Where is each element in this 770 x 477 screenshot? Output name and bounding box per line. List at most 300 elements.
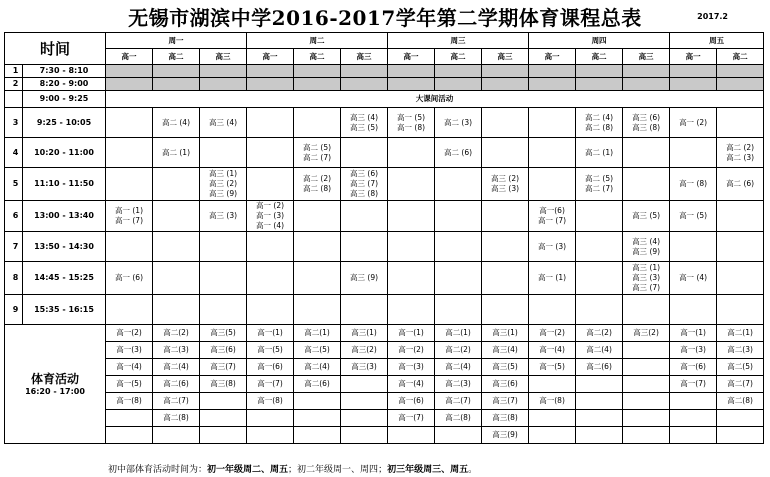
pe-activity-cell: 高一(8) [106,393,153,410]
schedule-cell [294,108,341,138]
schedule-cell [294,65,341,78]
pe-activity-cell: 高一(7) [388,410,435,427]
period-row [5,91,764,108]
schedule-cell [623,295,670,325]
class-entry: 高一 (1) [115,206,144,215]
period-number: 2 [5,78,23,91]
schedule-cell [435,168,482,201]
schedule-cell [529,201,576,232]
schedule-cell [482,78,529,91]
schedule-cell [247,78,294,91]
schedule-cell [106,138,153,168]
pe-activity-cell [200,393,247,410]
pe-activity-cell: 高一(1) [388,325,435,342]
class-entry: 高三 (2) [209,179,238,188]
schedule-cell [576,295,623,325]
schedule-cell [717,65,764,78]
schedule-cell [576,168,623,201]
pe-activity-cell: 高三(7) [482,393,529,410]
period-row [5,138,764,168]
class-entry: 高一 (4) [679,273,708,282]
class-entry: 高二 (7) [585,184,614,193]
schedule-cell [388,138,435,168]
schedule-cell [482,262,529,295]
period-row [5,168,764,201]
schedule-cell [153,232,200,262]
schedule-cell [529,65,576,78]
class-entry: 高二 (2) [726,142,755,152]
class-entry: 高三 (6) [350,169,379,178]
pe-activity-cell: 高二(4) [153,359,200,376]
class-entry: 高一 (2) [256,201,285,210]
schedule-cell [341,138,388,168]
pe-activity-cell: 高二(4) [576,342,623,359]
grade-header: 高一 [670,49,717,65]
pe-activity-row [5,359,764,376]
footer-grade9: 初三年级周三、周五 [387,465,469,475]
schedule-cell [106,168,153,201]
class-entry: 高二 (6) [444,147,473,157]
schedule-cell [670,108,717,138]
day-header: 周四 [529,33,670,49]
schedule-cell [529,168,576,201]
schedule-cell [153,108,200,138]
pe-activity-cell: 高一(7) [670,376,717,393]
pe-activity-cell [529,410,576,427]
pe-activity-cell [670,410,717,427]
schedule-cell [670,232,717,262]
class-entry: 高二 (1) [585,147,614,157]
schedule-table [4,32,764,444]
schedule-cell [717,138,764,168]
schedule-cell [717,168,764,201]
schedule-cell [294,138,341,168]
class-entry: 高一 (3) [538,241,567,251]
class-entry: 高三 (5) [350,122,379,132]
class-entry: 高二 (5) [303,142,332,152]
class-entry: 高二 (1) [162,147,191,157]
pe-activity-row [5,410,764,427]
class-entry: 高二 (5) [585,174,614,183]
schedule-cell [388,65,435,78]
schedule-cell [341,65,388,78]
day-header: 周五 [670,33,764,49]
schedule-cell [435,201,482,232]
footer-note [108,462,477,475]
pe-activity-cell [576,410,623,427]
pe-activity-cell [341,393,388,410]
schedule-cell [529,108,576,138]
period-number: 9 [5,295,23,325]
schedule-cell [623,168,670,201]
pe-activity-cell: 高二(2) [435,342,482,359]
pe-activity-cell: 高二(6) [294,376,341,393]
pe-activity-cell: 高一(5) [106,376,153,393]
class-entry: 高三 (9) [632,246,661,256]
schedule-cell [623,138,670,168]
schedule-cell [153,262,200,295]
schedule-cell [341,232,388,262]
pe-activity-row [5,325,764,342]
schedule-cell [200,201,247,232]
grade-header: 高一 [247,49,294,65]
schedule-cell [153,78,200,91]
class-entry: 高三 (3) [209,211,238,220]
schedule-cell [482,108,529,138]
grade-header: 高一 [106,49,153,65]
schedule-cell [623,78,670,91]
schedule-cell [576,138,623,168]
period-number: 8 [5,262,23,295]
period-number: 5 [5,168,23,201]
pe-activity-row [5,376,764,393]
schedule-cell [247,65,294,78]
schedule-cell [106,78,153,91]
class-entry: 高三 (3) [491,184,520,193]
schedule-cell [529,78,576,91]
schedule-cell [717,232,764,262]
pe-activity-cell: 高三(6) [482,376,529,393]
schedule-cell [717,262,764,295]
schedule-cell [247,201,294,232]
schedule-cell [106,295,153,325]
pe-activity-cell: 高二(6) [153,376,200,393]
schedule-cell [623,201,670,232]
class-entry: 高一 (1) [538,273,567,282]
pe-activity-cell: 高二(7) [435,393,482,410]
pe-activity-cell: 高一(8) [529,393,576,410]
pe-activity-cell: 高二(7) [153,393,200,410]
pe-activity-cell: 高三(4) [482,342,529,359]
pe-activity-cell: 高二(8) [717,393,764,410]
schedule-cell [623,232,670,262]
period-number: 4 [5,138,23,168]
period-time: 13:50 - 14:30 [23,232,106,262]
schedule-cell [106,108,153,138]
grade-header: 高三 [482,49,529,65]
class-entry: 高三 (4) [632,236,661,246]
pe-activity-cell [717,410,764,427]
schedule-cell [435,78,482,91]
schedule-cell [670,295,717,325]
period-row [5,295,764,325]
pe-activity-cell: 高三(7) [200,359,247,376]
pe-activity-cell [200,410,247,427]
schedule-cell [153,295,200,325]
class-entry: 高二 (4) [585,112,614,122]
class-entry: 高三 (5) [632,211,661,220]
schedule-cell [294,201,341,232]
pe-activity-cell [529,376,576,393]
schedule-cell [388,262,435,295]
schedule-cell [341,201,388,232]
schedule-cell [106,65,153,78]
pe-activity-cell: 高一(4) [388,376,435,393]
pe-activity-cell: 高二(1) [294,325,341,342]
schedule-cell [482,201,529,232]
pe-activity-row [5,427,764,444]
class-entry: 高三 (9) [209,189,238,198]
pe-activity-cell [623,376,670,393]
class-entry: 高三 (6) [632,112,661,122]
break-activity-note: 大课间活动 [106,91,764,108]
class-entry: 高二 (3) [726,152,755,162]
schedule-cell [529,232,576,262]
schedule-cell [247,168,294,201]
pe-activity-cell: 高三(5) [482,359,529,376]
pe-activity-cell: 高一(5) [247,342,294,359]
schedule-cell [200,232,247,262]
period-time: 15:35 - 16:15 [23,295,106,325]
pe-activity-cell [529,427,576,444]
pe-activity-label [5,325,106,444]
class-entry: 高二 (2) [303,174,332,183]
class-entry: 高二 (4) [162,117,191,127]
pe-activity-cell: 高一(7) [247,376,294,393]
pe-activity-cell [717,427,764,444]
pe-activity-cell [623,359,670,376]
class-entry: 高一 (8) [397,122,426,132]
pe-activity-cell: 高一(6) [388,393,435,410]
period-time: 9:00 - 9:25 [23,91,106,108]
grade-header: 高一 [529,49,576,65]
class-entry: 高三 (8) [632,122,661,132]
page-title: 无锡市湖滨中学2016-2017学年第二学期体育课程总表 [128,6,642,30]
pe-activity-cell: 高一(2) [388,342,435,359]
schedule-cell [294,168,341,201]
pe-activity-cell [341,376,388,393]
class-entry: 高一(6) [539,206,565,215]
schedule-cell [106,232,153,262]
grade-header: 高三 [623,49,670,65]
period-number: 3 [5,108,23,138]
class-entry: 高一 (5) [397,112,426,122]
schedule-cell [341,262,388,295]
schedule-cell [153,65,200,78]
pe-activity-cell [341,427,388,444]
pe-activity-cell: 高二(3) [435,376,482,393]
pe-activity-cell: 高一(1) [247,325,294,342]
pe-activity-cell: 高二(3) [717,342,764,359]
class-entry: 高三 (4) [350,112,379,122]
schedule-cell [529,138,576,168]
time-header: 时间 [5,33,106,65]
pe-activity-cell [341,410,388,427]
pe-activity-cell [623,427,670,444]
period-row [5,262,764,295]
pe-activity-cell: 高二(3) [153,342,200,359]
pe-activity-cell: 高一(4) [106,359,153,376]
schedule-cell [670,65,717,78]
pe-activity-cell: 高一(3) [670,342,717,359]
grade-header: 高三 [200,49,247,65]
schedule-cell [670,201,717,232]
pe-activity-cell: 高三(8) [200,376,247,393]
schedule-cell [576,262,623,295]
grade-header: 高二 [153,49,200,65]
pe-activity-cell: 高三(1) [341,325,388,342]
pe-activity-cell: 高一(6) [670,359,717,376]
schedule-cell [576,232,623,262]
schedule-cell [623,65,670,78]
pe-activity-cell: 高三(6) [200,342,247,359]
class-entry: 高二 (8) [303,184,332,193]
footer-sep1: ； [288,465,298,475]
schedule-cell [153,138,200,168]
period-time: 10:20 - 11:00 [23,138,106,168]
pe-activity-cell: 高一(4) [529,342,576,359]
page-header [0,0,770,32]
schedule-cell [247,108,294,138]
class-entry: 高三 (8) [350,189,379,198]
schedule-cell [247,138,294,168]
pe-activity-cell: 高一(2) [529,325,576,342]
pe-activity-cell [247,410,294,427]
pe-activity-cell: 高三(2) [623,325,670,342]
class-entry: 高一 (7) [538,216,567,225]
pe-activity-cell [623,393,670,410]
schedule-cell [435,295,482,325]
class-entry: 高三 (3) [632,273,661,282]
class-entry: 高一 (2) [679,117,708,127]
schedule-cell [200,262,247,295]
period-time: 11:10 - 11:50 [23,168,106,201]
schedule-cell [529,295,576,325]
pe-activity-cell: 高二(5) [294,342,341,359]
pe-activity-cell [623,410,670,427]
grade-header-row [5,49,764,65]
schedule-cell [294,78,341,91]
pe-activity-cell [576,427,623,444]
period-number: 7 [5,232,23,262]
class-entry: 高二 (8) [585,122,614,132]
period-time: 9:25 - 10:05 [23,108,106,138]
schedule-cell [670,138,717,168]
period-row [5,65,764,78]
period-time: 14:45 - 15:25 [23,262,106,295]
schedule-cell [200,65,247,78]
pe-activity-cell [388,427,435,444]
period-row [5,78,764,91]
period-number: 6 [5,201,23,232]
schedule-cell [388,232,435,262]
schedule-cell [576,78,623,91]
pe-activity-cell: 高一(3) [106,342,153,359]
class-entry: 高一 (5) [679,211,708,220]
schedule-cell [482,138,529,168]
pe-activity-cell: 高二(5) [717,359,764,376]
pe-activity-cell: 高二(6) [576,359,623,376]
pe-activity-time: 16:20 - 17:00 [25,387,85,396]
pe-activity-cell: 高一(5) [529,359,576,376]
pe-activity-cell: 高一(2) [106,325,153,342]
schedule-cell [482,295,529,325]
schedule-cell [153,201,200,232]
class-entry: 高三 (1) [632,263,661,272]
schedule-cell [482,65,529,78]
pe-activity-cell: 高三(9) [482,427,529,444]
pe-activity-title: 体育活动 [31,372,80,386]
schedule-cell [294,295,341,325]
schedule-cell [388,295,435,325]
period-row [5,201,764,232]
schedule-cell [200,168,247,201]
schedule-cell [153,168,200,201]
schedule-cell [294,232,341,262]
schedule-cell [717,201,764,232]
footer-prefix: 初中部体育活动时间为： [108,465,208,475]
schedule-cell [341,108,388,138]
schedule-cell [623,108,670,138]
pe-activity-cell [670,427,717,444]
class-entry: 高三 (7) [350,179,379,188]
schedule-cell [529,262,576,295]
period-number: 1 [5,65,23,78]
day-header-row [5,33,764,49]
schedule-cell [435,65,482,78]
schedule-cell [200,295,247,325]
schedule-cell [435,262,482,295]
period-time: 13:00 - 13:40 [23,201,106,232]
class-entry: 高一 (4) [256,221,285,230]
class-entry: 高二 (3) [444,117,473,127]
pe-activity-cell: 高三(1) [482,325,529,342]
date-label: 2017.2 [697,12,728,21]
schedule-cell [247,262,294,295]
pe-activity-cell: 高三(5) [200,325,247,342]
pe-activity-cell: 高一(1) [670,325,717,342]
pe-activity-cell: 高一(6) [247,359,294,376]
class-entry: 高三 (4) [209,117,238,127]
day-header: 周二 [247,33,388,49]
pe-activity-row [5,342,764,359]
schedule-cell [670,262,717,295]
pe-activity-cell: 高二(1) [717,325,764,342]
footer-grade7: 初一年级周二、周五 [207,465,289,475]
pe-activity-cell [435,427,482,444]
pe-activity-cell: 高二(2) [153,325,200,342]
period-number [5,91,23,108]
schedule-cell [717,108,764,138]
schedule-cell [388,108,435,138]
pe-activity-cell [247,427,294,444]
schedule-cell [482,168,529,201]
pe-activity-cell: 高三(3) [341,359,388,376]
grade-header: 高二 [576,49,623,65]
pe-activity-cell [670,393,717,410]
footer-end: 。 [468,465,478,475]
pe-activity-cell: 高一(3) [388,359,435,376]
pe-activity-cell: 高三(2) [341,342,388,359]
pe-activity-cell [576,393,623,410]
grade-header: 高一 [388,49,435,65]
pe-activity-cell: 高二(8) [435,410,482,427]
schedule-cell [576,65,623,78]
pe-activity-cell [200,427,247,444]
schedule-cell [482,232,529,262]
pe-activity-cell [576,376,623,393]
grade-header: 高二 [435,49,482,65]
schedule-cell [200,78,247,91]
pe-activity-cell: 高二(4) [435,359,482,376]
schedule-cell [623,262,670,295]
pe-activity-cell [106,410,153,427]
day-header: 周三 [388,33,529,49]
schedule-cell [435,232,482,262]
schedule-cell [341,168,388,201]
footer-grade8: 初二年级周一、周四 [297,465,379,475]
pe-activity-cell: 高三(8) [482,410,529,427]
